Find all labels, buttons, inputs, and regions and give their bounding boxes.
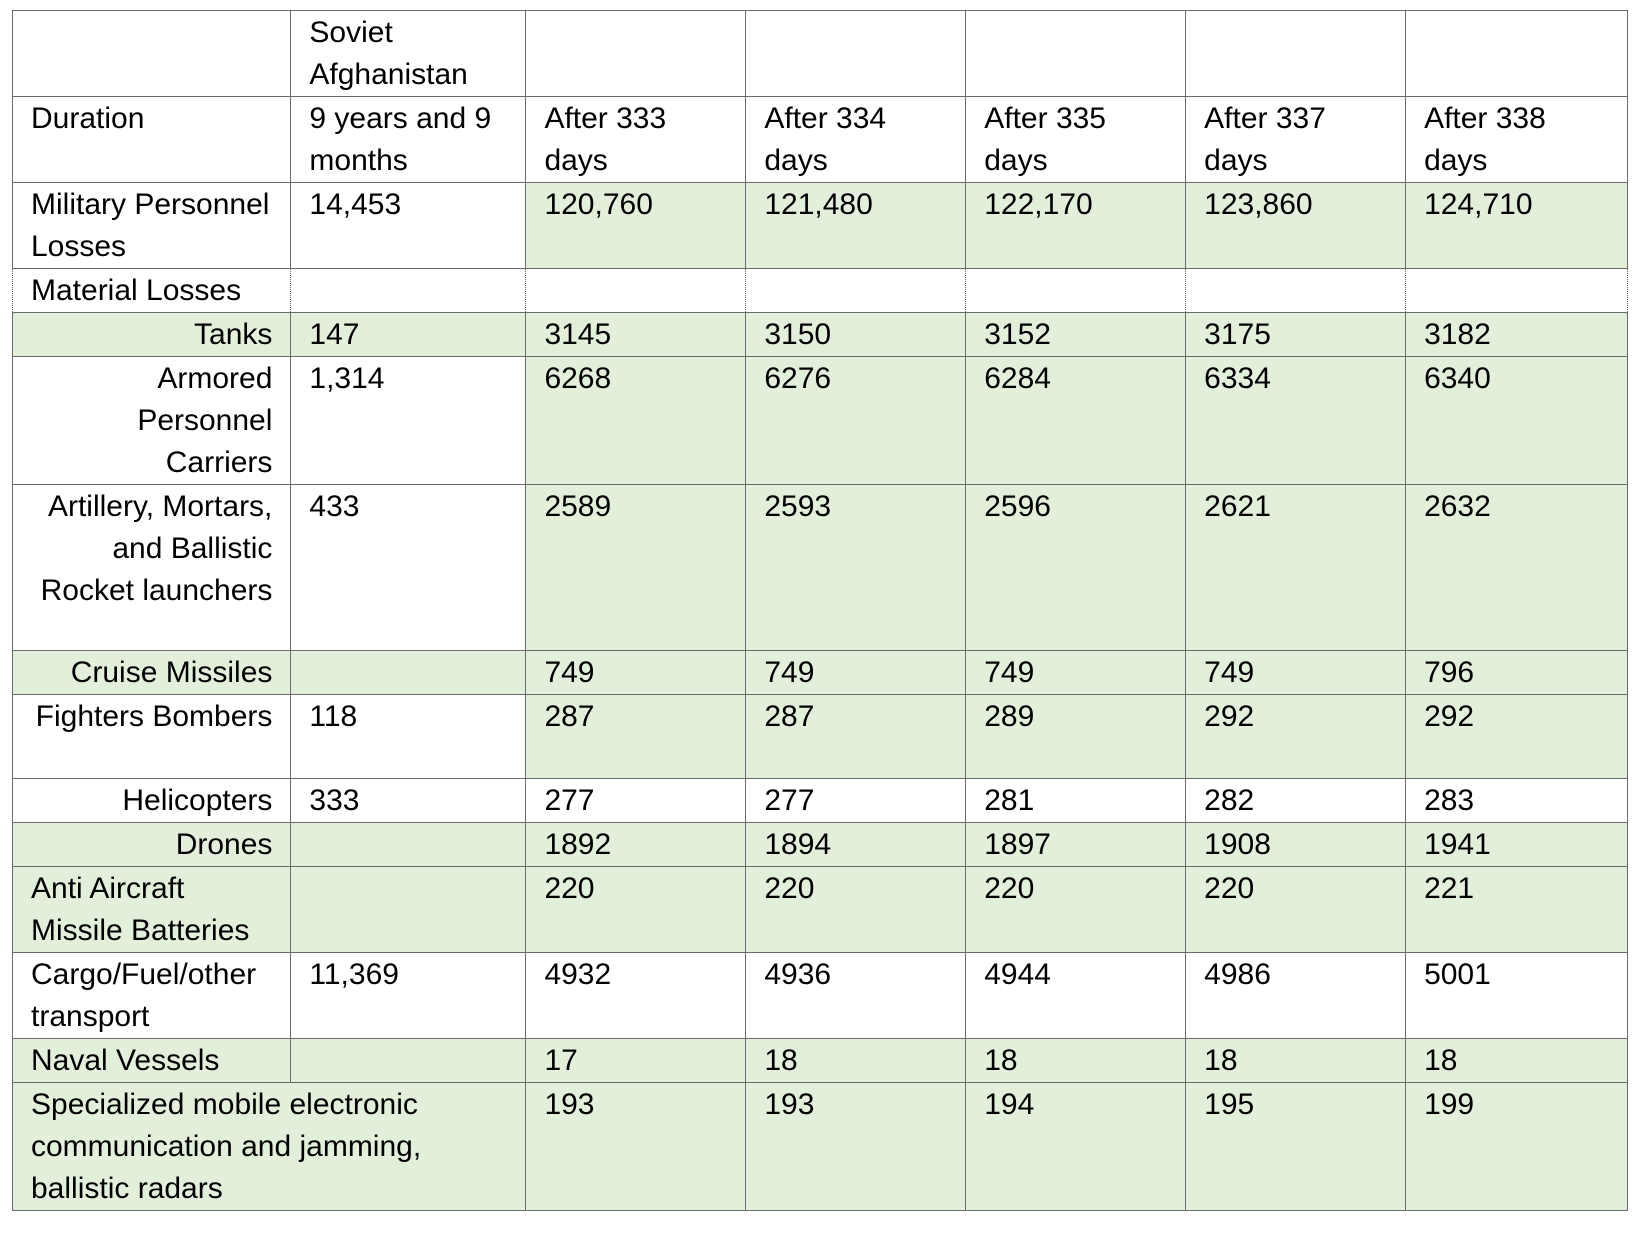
row-label-cell: Naval Vessels <box>13 1039 291 1083</box>
value-cell: After 335 days <box>966 97 1186 183</box>
value-cell: 2596 <box>966 485 1186 651</box>
value-cell: 796 <box>1406 651 1628 695</box>
table-row <box>13 269 1628 313</box>
value-cell: 2593 <box>746 485 966 651</box>
row-label-cell: Artillery, Mortars, and Ballistic Rocket launchers <box>13 485 291 651</box>
value-cell <box>291 269 526 313</box>
value-cell: 9 years and 9 months <box>291 97 526 183</box>
row-label-cell: Armored Personnel Carriers <box>13 357 291 485</box>
row-label-cell: Military Personnel Losses <box>13 183 291 269</box>
value-cell: 287 <box>746 695 966 779</box>
value-cell: 17 <box>526 1039 746 1083</box>
value-cell: 292 <box>1406 695 1628 779</box>
value-cell: 283 <box>1406 779 1628 823</box>
value-cell: 194 <box>966 1083 1186 1211</box>
value-cell <box>526 269 746 313</box>
row-label-cell: Anti Aircraft Missile Batteries <box>13 867 291 953</box>
value-cell: After 333 days <box>526 97 746 183</box>
value-cell: 277 <box>526 779 746 823</box>
value-cell: 4986 <box>1186 953 1406 1039</box>
table-row <box>13 695 1628 779</box>
value-cell: 2621 <box>1186 485 1406 651</box>
table-row <box>13 357 1628 485</box>
value-cell: 433 <box>291 485 526 651</box>
value-cell: 118 <box>291 695 526 779</box>
table-row <box>13 485 1628 651</box>
value-cell: 4936 <box>746 953 966 1039</box>
value-cell <box>966 269 1186 313</box>
table-row <box>13 651 1628 695</box>
value-cell: 3175 <box>1186 313 1406 357</box>
value-cell: 6268 <box>526 357 746 485</box>
value-cell: 193 <box>746 1083 966 1211</box>
row-label-cell: Cargo/Fuel/other transport <box>13 953 291 1039</box>
value-cell: 120,760 <box>526 183 746 269</box>
value-cell: 18 <box>966 1039 1186 1083</box>
value-cell: 220 <box>1186 867 1406 953</box>
table-body <box>13 11 1628 1211</box>
row-label-cell: Tanks <box>13 313 291 357</box>
table-row <box>13 313 1628 357</box>
header-cell <box>966 11 1186 97</box>
value-cell <box>291 823 526 867</box>
value-cell: 289 <box>966 695 1186 779</box>
table-row <box>13 183 1628 269</box>
table-row <box>13 97 1628 183</box>
value-cell <box>291 651 526 695</box>
value-cell: 123,860 <box>1186 183 1406 269</box>
value-cell <box>1186 269 1406 313</box>
value-cell: 220 <box>526 867 746 953</box>
value-cell: 3145 <box>526 313 746 357</box>
value-cell: 147 <box>291 313 526 357</box>
value-cell: 6284 <box>966 357 1186 485</box>
losses-comparison-table <box>12 10 1628 1211</box>
value-cell <box>291 1039 526 1083</box>
value-cell: After 334 days <box>746 97 966 183</box>
value-cell: 749 <box>966 651 1186 695</box>
value-cell: 1892 <box>526 823 746 867</box>
value-cell: 195 <box>1186 1083 1406 1211</box>
value-cell: 1,314 <box>291 357 526 485</box>
value-cell: 1941 <box>1406 823 1628 867</box>
value-cell <box>291 867 526 953</box>
header-cell <box>526 11 746 97</box>
value-cell: 18 <box>746 1039 966 1083</box>
value-cell: 14,453 <box>291 183 526 269</box>
value-cell: After 337 days <box>1186 97 1406 183</box>
header-cell <box>746 11 966 97</box>
value-cell: 6276 <box>746 357 966 485</box>
value-cell: 18 <box>1186 1039 1406 1083</box>
value-cell: 749 <box>1186 651 1406 695</box>
table-row <box>13 953 1628 1039</box>
value-cell: 221 <box>1406 867 1628 953</box>
value-cell: 124,710 <box>1406 183 1628 269</box>
value-cell: 3182 <box>1406 313 1628 357</box>
value-cell: 4944 <box>966 953 1186 1039</box>
value-cell: 2632 <box>1406 485 1628 651</box>
value-cell: 122,170 <box>966 183 1186 269</box>
header-row <box>13 11 1628 97</box>
table-row <box>13 1039 1628 1083</box>
value-cell: 18 <box>1406 1039 1628 1083</box>
value-cell: 3152 <box>966 313 1186 357</box>
value-cell: 2589 <box>526 485 746 651</box>
value-cell: 749 <box>526 651 746 695</box>
value-cell: 292 <box>1186 695 1406 779</box>
value-cell <box>1406 269 1628 313</box>
header-label-cell <box>13 11 291 97</box>
table-row <box>13 867 1628 953</box>
header-cell: Soviet Afghanistan <box>291 11 526 97</box>
row-label-cell: Material Losses <box>13 269 291 313</box>
row-label-cell: Drones <box>13 823 291 867</box>
value-cell: 6334 <box>1186 357 1406 485</box>
value-cell: 220 <box>966 867 1186 953</box>
header-cell <box>1186 11 1406 97</box>
value-cell: 281 <box>966 779 1186 823</box>
value-cell: 6340 <box>1406 357 1628 485</box>
value-cell: 1894 <box>746 823 966 867</box>
value-cell: 333 <box>291 779 526 823</box>
value-cell: After 338 days <box>1406 97 1628 183</box>
row-label-cell: Duration <box>13 97 291 183</box>
value-cell: 3150 <box>746 313 966 357</box>
value-cell: 11,369 <box>291 953 526 1039</box>
value-cell: 749 <box>746 651 966 695</box>
value-cell: 121,480 <box>746 183 966 269</box>
value-cell: 1897 <box>966 823 1186 867</box>
value-cell: 4932 <box>526 953 746 1039</box>
value-cell: 199 <box>1406 1083 1628 1211</box>
table-row <box>13 823 1628 867</box>
value-cell: 220 <box>746 867 966 953</box>
row-label-cell: Helicopters <box>13 779 291 823</box>
row-label-cell: Specialized mobile electronic communication and jamming, ballistic radars <box>13 1083 526 1211</box>
value-cell: 1908 <box>1186 823 1406 867</box>
value-cell: 282 <box>1186 779 1406 823</box>
value-cell: 287 <box>526 695 746 779</box>
row-label-cell: Fighters Bombers <box>13 695 291 779</box>
row-label-cell: Cruise Missiles <box>13 651 291 695</box>
value-cell <box>746 269 966 313</box>
value-cell: 193 <box>526 1083 746 1211</box>
table-row <box>13 1083 1628 1211</box>
value-cell: 277 <box>746 779 966 823</box>
table-row <box>13 779 1628 823</box>
header-cell <box>1406 11 1628 97</box>
value-cell: 5001 <box>1406 953 1628 1039</box>
